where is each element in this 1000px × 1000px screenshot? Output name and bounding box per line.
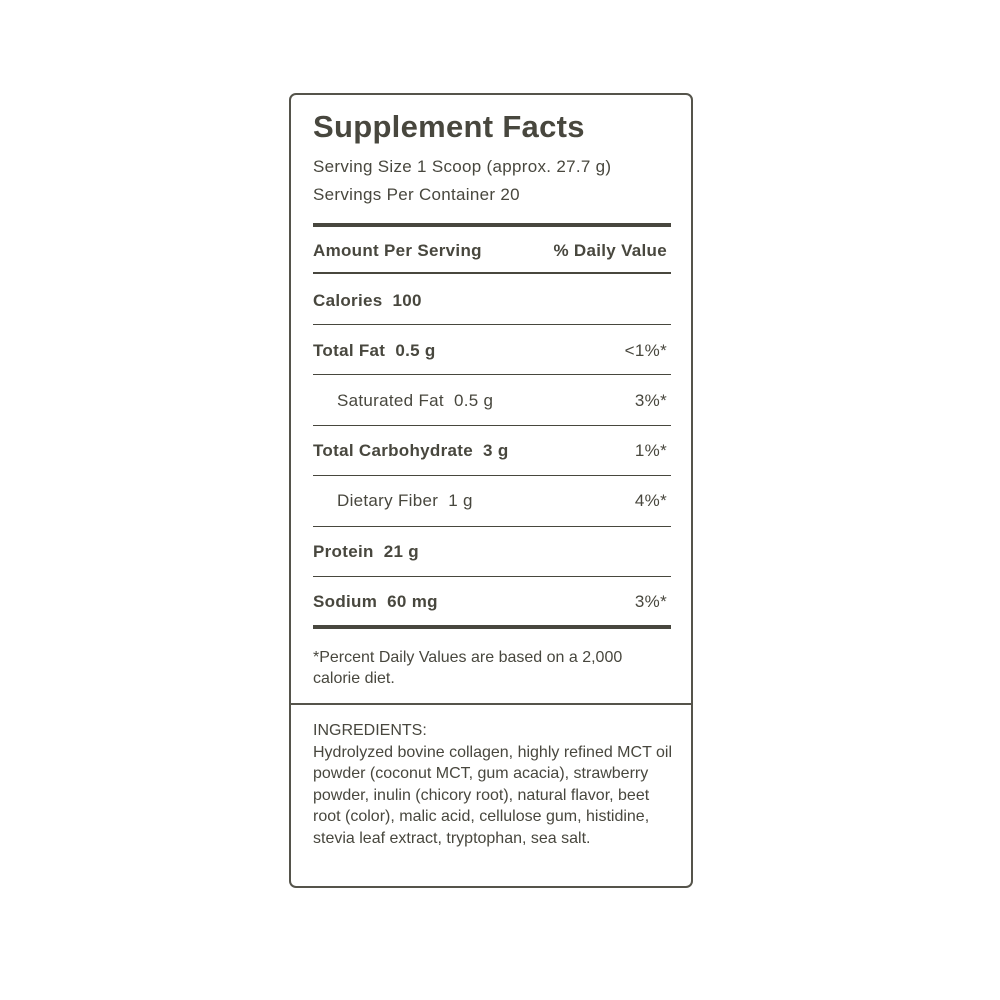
- divider: [313, 425, 671, 426]
- amount-per-serving-label: Amount Per Serving: [313, 241, 482, 260]
- row-label: Protein 21 g: [313, 542, 419, 561]
- row-dv: 3%*: [634, 391, 667, 410]
- divider: [313, 374, 671, 375]
- footnote: *Percent Daily Values are based on a 2,000 calorie diet.: [313, 649, 623, 687]
- ingredients-text: Hydrolyzed bovine collagen, highly refined MCT oil powder (coconut MCT, gum acacia), strawberry powder, inulin (chicory root), natural flavor, beet root (color), malic acid, cellulose gum, histidine, stevia leaf extract, tryptophan, sea salt.: [313, 743, 672, 847]
- row-label: Saturated Fat 0.5 g: [337, 391, 494, 410]
- divider: [313, 526, 671, 527]
- row-sodium: [313, 590, 667, 614]
- divider: [313, 324, 671, 325]
- row-dv: 3%*: [634, 592, 667, 611]
- section-divider: [291, 703, 691, 705]
- ingredients-heading: INGREDIENTS:: [313, 722, 427, 739]
- row-dv: <1%*: [624, 341, 667, 360]
- serving-size: Serving Size 1 Scoop (approx. 27.7 g): [313, 157, 612, 176]
- panel-title: Supplement Facts: [313, 109, 585, 144]
- ingredients: [313, 720, 673, 849]
- row-label: Calories 100: [313, 291, 422, 310]
- divider: [313, 272, 671, 274]
- row-dietary-fiber: [313, 489, 667, 513]
- row-label: Total Carbohydrate 3 g: [313, 441, 509, 460]
- row-calories: [313, 289, 667, 313]
- row-total-carbohydrate: [313, 439, 667, 463]
- row-label: Total Fat 0.5 g: [313, 341, 436, 360]
- divider: [313, 576, 671, 577]
- row-label: Dietary Fiber 1 g: [337, 491, 473, 510]
- thick-divider: [313, 223, 671, 227]
- row-protein: [313, 540, 667, 564]
- row-dv: 4%*: [634, 491, 667, 510]
- row-saturated-fat: [313, 389, 667, 413]
- row-label: Sodium 60 mg: [313, 592, 438, 611]
- divider: [313, 475, 671, 476]
- daily-value-label: % Daily Value: [553, 241, 667, 260]
- thick-divider: [313, 625, 671, 629]
- supplement-facts-panel: [289, 93, 693, 888]
- header-row: [313, 239, 667, 263]
- row-total-fat: [313, 339, 667, 363]
- servings-per-container: Servings Per Container 20: [313, 185, 520, 204]
- row-dv: 1%*: [634, 441, 667, 460]
